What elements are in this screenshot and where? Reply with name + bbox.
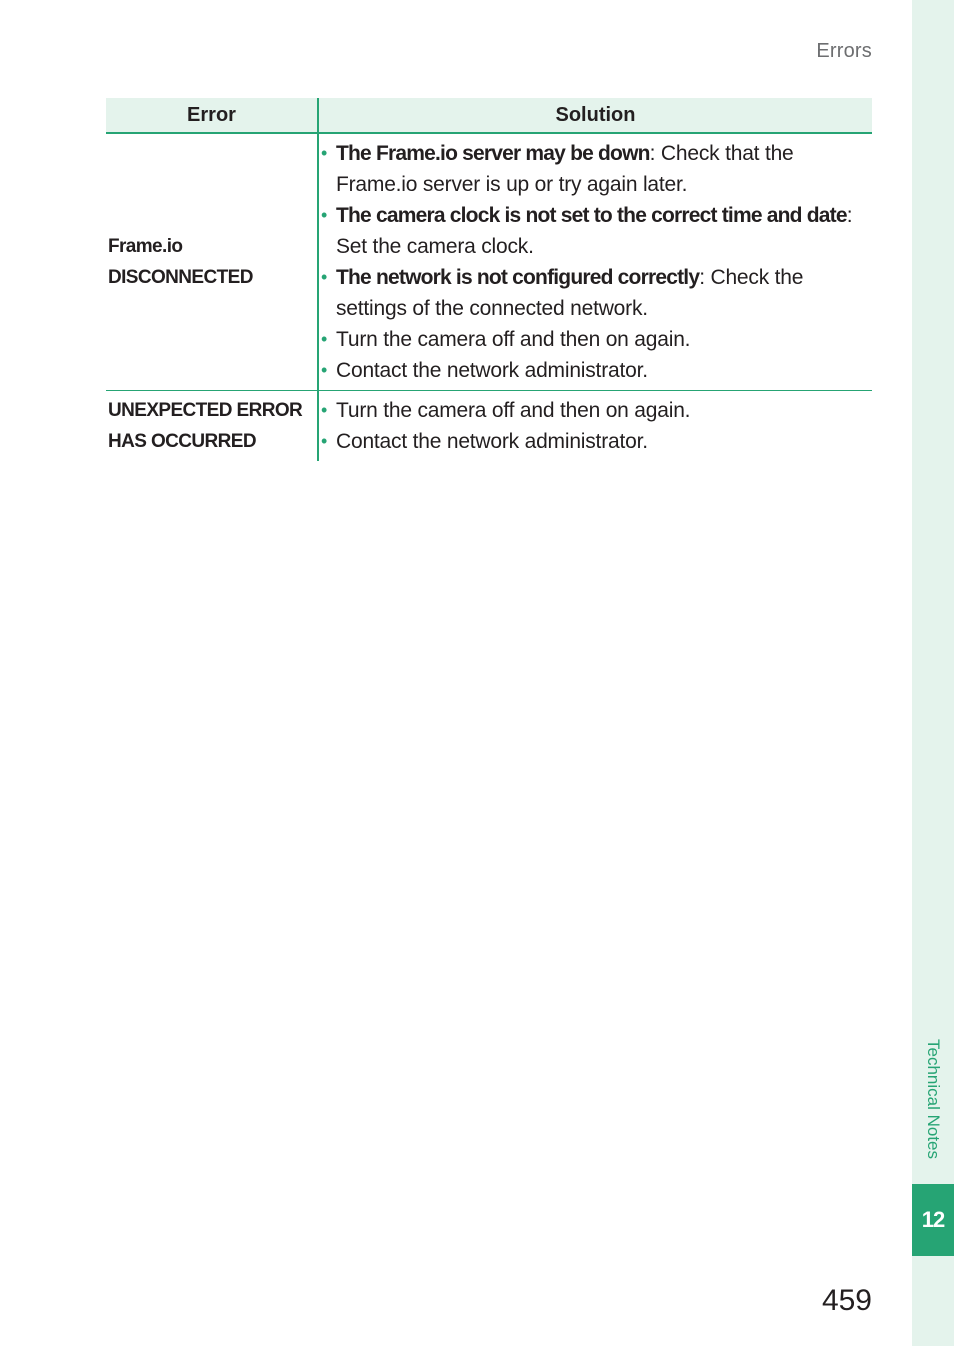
cause-text: The camera clock is not set to the correct time and date — [336, 204, 847, 227]
solution-text: Turn the camera off and then on again. — [336, 399, 691, 422]
list-item — [321, 395, 872, 426]
error-cell: Frame.io DISCONNECTED — [106, 133, 318, 391]
bullet-icon: • — [321, 267, 328, 287]
error-cell: UNEXPECTED ERROR HAS OCCURRED — [106, 391, 318, 462]
solution-text: : Set the camera clock. — [336, 204, 853, 258]
bullet-icon: • — [321, 205, 328, 225]
solution-text: Contact the network administrator. — [336, 430, 648, 453]
solution-cell — [318, 133, 872, 391]
solution-text: : Check the settings of the connected network. — [336, 266, 804, 320]
list-item — [321, 138, 872, 200]
bullet-icon: • — [321, 400, 328, 420]
bullet-icon: • — [321, 143, 328, 163]
list-item — [321, 262, 872, 324]
list-item — [321, 200, 872, 262]
chapter-side-label — [912, 1024, 954, 1174]
solution-text: Contact the network administrator. — [336, 359, 648, 382]
column-header-solution: Solution — [318, 98, 872, 133]
solution-list — [319, 395, 872, 457]
solution-list — [319, 138, 872, 386]
bullet-icon: • — [321, 431, 328, 451]
bullet-icon: • — [321, 329, 328, 349]
list-item — [321, 426, 872, 457]
running-header: Errors — [816, 40, 872, 62]
table-row — [106, 133, 872, 391]
solution-text: Turn the camera off and then on again. — [336, 328, 691, 351]
chapter-name: Technical Notes — [924, 1038, 943, 1159]
solution-text: : Check that the Frame.io server is up or try again later. — [336, 142, 794, 196]
error-table — [106, 98, 872, 461]
list-item — [321, 355, 872, 386]
page-number: 459 — [821, 1284, 872, 1317]
column-header-error: Error — [106, 98, 318, 133]
chapter-tab: 12 — [912, 1184, 954, 1256]
table-row — [106, 391, 872, 462]
cause-text: The network is not configured correctly — [336, 266, 700, 289]
table-header-row — [106, 98, 872, 133]
list-item — [321, 324, 872, 355]
bullet-icon: • — [321, 360, 328, 380]
cause-text: The Frame.io server may be down — [336, 142, 650, 165]
solution-cell — [318, 391, 872, 462]
